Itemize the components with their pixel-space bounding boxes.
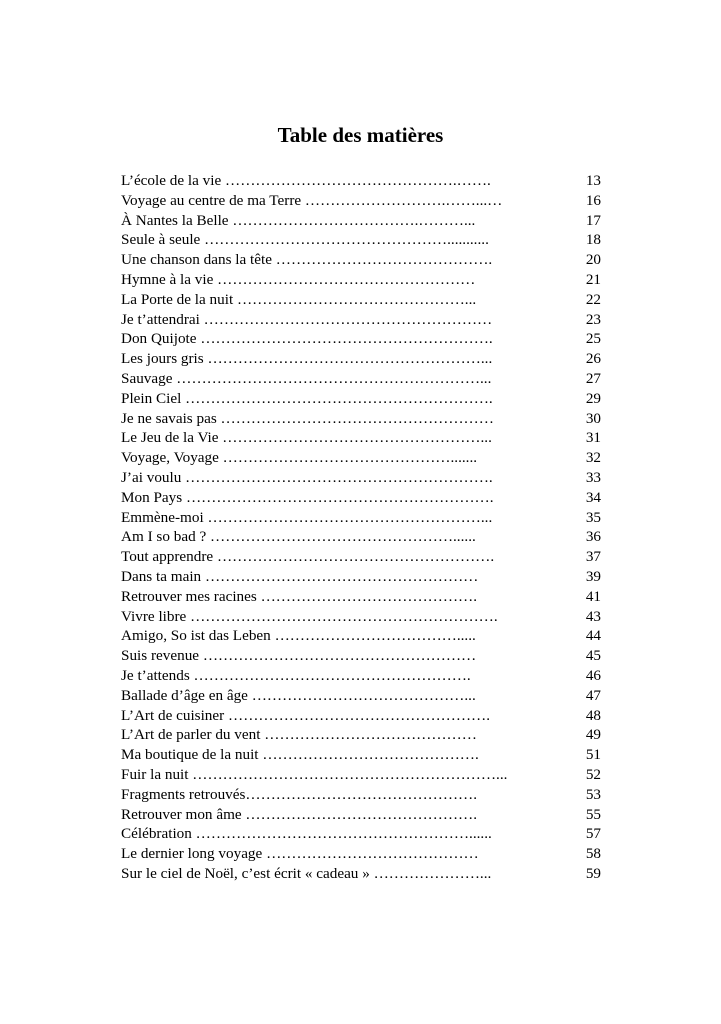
toc-entry [121, 211, 601, 231]
toc-entry-title: Voyage au centre de ma Terre [121, 191, 302, 209]
toc-entry-text [121, 864, 543, 884]
toc-entry-text [121, 468, 543, 488]
toc-entry-title: Sur le ciel de Noël, c’est écrit « cadeau » [121, 864, 370, 882]
toc-entry-page-number: 41 [585, 587, 601, 605]
toc-entry-text [121, 527, 543, 547]
toc-entry-title: Les jours gris [121, 350, 204, 368]
toc-entry-title: Fragments retrouvés [121, 785, 246, 803]
toc-entry-text [121, 349, 543, 369]
toc-entry [121, 191, 601, 211]
toc-entry-text [121, 805, 543, 825]
toc-entry-page-number: 22 [585, 290, 601, 308]
toc-entry-page-number: 43 [585, 607, 601, 625]
toc-entry-page-number: 36 [585, 528, 601, 546]
toc-entry-text [121, 508, 543, 528]
toc-dot-leader: ……………………………………………………... [172, 369, 492, 387]
toc-entry-title: Hymne à la vie [121, 270, 214, 288]
toc-entry-page-number: 57 [585, 825, 601, 843]
toc-entry-text [121, 844, 543, 864]
toc-entry-text [121, 567, 543, 587]
toc-dot-leader: …………………………………………........... [200, 231, 489, 249]
toc-entry [121, 329, 601, 349]
toc-entry-title: Suis revenue [121, 647, 200, 665]
toc-entry [121, 824, 601, 844]
toc-dot-leader: ………………………………………. [245, 785, 478, 803]
toc-entry [121, 706, 601, 726]
toc-entry-title: Mon Pays [121, 488, 183, 506]
toc-entry-page-number: 52 [585, 765, 601, 783]
toc-entry-title: Une chanson dans la tête [121, 251, 272, 269]
toc-dot-leader: ……………………….……...… [301, 191, 503, 209]
toc-entry [121, 725, 601, 745]
toc-dot-leader: ……………………………………. [271, 251, 493, 269]
toc-entry-page-number: 47 [585, 686, 601, 704]
toc-entry-page-number: 21 [585, 270, 601, 288]
toc-entry-title: Célébration [121, 825, 192, 843]
toc-entry-page-number: 26 [585, 350, 601, 368]
toc-entry [121, 250, 601, 270]
toc-dot-leader: ………………………………………………. [213, 548, 495, 566]
toc-entry-text [121, 587, 543, 607]
toc-entry-title: Vivre libre [121, 607, 187, 625]
toc-entry-title: La Porte de la nuit [121, 290, 234, 308]
toc-dot-leader: ………………………………………....... [218, 449, 478, 467]
toc-entry-page-number: 48 [585, 706, 601, 724]
toc-entry-page-number: 17 [585, 211, 601, 229]
toc-entry-text [121, 191, 543, 211]
toc-entry-text [121, 389, 543, 409]
toc-entry [121, 508, 601, 528]
toc-entry-title: Ballade d’âge en âge [121, 686, 248, 704]
toc-entry-text [121, 686, 543, 706]
toc-dot-leader: ………………………………………. [241, 805, 478, 823]
toc-entry-page-number: 39 [585, 567, 601, 585]
toc-entry-page-number: 53 [585, 785, 601, 803]
toc-entry-page-number: 34 [585, 488, 601, 506]
toc-entry-text [121, 369, 543, 389]
toc-entry-page-number: 59 [585, 864, 601, 882]
toc-entry-page-number: 16 [585, 191, 601, 209]
toc-entry-title: Emmène-moi [121, 508, 204, 526]
toc-dot-leader: ………………………………..... [270, 627, 476, 645]
toc-entry-title: Amigo, So ist das Leben [121, 627, 271, 645]
toc-dot-leader: ……………………………………………… [201, 567, 479, 585]
toc-entry [121, 864, 601, 884]
toc-entry-text [121, 785, 543, 805]
toc-entry-page-number: 44 [585, 627, 601, 645]
toc-entry-text [121, 607, 543, 627]
toc-dot-leader: ……………………………….………... [228, 211, 476, 229]
toc-entry [121, 349, 601, 369]
toc-entry-text [121, 270, 543, 290]
toc-entry [121, 666, 601, 686]
toc-entry-text [121, 310, 543, 330]
toc-entry [121, 587, 601, 607]
toc-entry-title: À Nantes la Belle [121, 211, 229, 229]
toc-entry-title: Retrouver mon âme [121, 805, 242, 823]
toc-entry-text [121, 646, 543, 666]
toc-entry [121, 171, 601, 191]
toc-dot-leader: …………………………………………...... [206, 528, 476, 546]
toc-entry-page-number: 37 [585, 548, 601, 566]
toc-entry-title: Je t’attends [121, 666, 190, 684]
toc-entry-title: Retrouver mes racines [121, 587, 257, 605]
page-title: Table des matières [277, 123, 444, 147]
toc-dot-leader: …………………………………………… [213, 270, 476, 288]
toc-entry-title: L’école de la vie [121, 172, 222, 189]
toc-entry-page-number: 27 [585, 369, 601, 387]
toc-entry [121, 686, 601, 706]
toc-dot-leader: ………………………………………... [233, 290, 477, 308]
toc-entry-page-number: 49 [585, 726, 601, 744]
toc-entry-title: Dans ta main [121, 567, 202, 585]
toc-entry-title: Je ne savais pas [121, 409, 217, 427]
toc-dot-leader: ……………………………………………………. [181, 389, 493, 407]
toc-entry [121, 290, 601, 310]
toc-entry [121, 844, 601, 864]
toc-entry [121, 527, 601, 547]
toc-entry-text [121, 448, 543, 468]
toc-entry-page-number: 51 [585, 746, 601, 764]
toc-dot-leader: ………………………………………………... [203, 350, 493, 368]
toc-entry-text [121, 290, 543, 310]
toc-dot-leader: ……………………………………………… [216, 409, 494, 427]
toc-entry [121, 369, 601, 389]
toc-entry-page-number: 33 [585, 468, 601, 486]
toc-dot-leader: ……………………………………. [258, 746, 479, 764]
toc-entry [121, 428, 601, 448]
toc-entry-title: L’Art de parler du vent [121, 726, 261, 744]
toc-entry-title: Don Quijote [121, 330, 197, 348]
toc-entry [121, 547, 601, 567]
toc-entry [121, 270, 601, 290]
toc-entry-title: L’Art de cuisiner [121, 706, 225, 724]
toc-entry-title: Voyage, Voyage [121, 449, 219, 467]
toc-entry-text [121, 824, 543, 844]
toc-entry-page-number: 45 [585, 647, 601, 665]
toc-entry-page-number: 23 [585, 310, 601, 328]
toc-entry-text [121, 765, 543, 785]
toc-entry [121, 468, 601, 488]
toc-entry [121, 785, 601, 805]
toc-dot-leader: ……………………………………………. [224, 706, 490, 724]
toc-entry-text [121, 666, 543, 686]
toc-entry [121, 389, 601, 409]
toc-entry-title: Tout apprendre [121, 548, 214, 566]
toc-dot-leader: ……………………………………. [256, 587, 478, 605]
toc-entry-page-number: 20 [585, 251, 601, 269]
toc-entry [121, 626, 601, 646]
toc-entry-page-number: 32 [585, 449, 601, 467]
toc-dot-leader: ……………………………………………… [199, 647, 477, 665]
toc-entry [121, 745, 601, 765]
toc-entry-text [121, 626, 543, 646]
toc-entry-page-number: 30 [585, 409, 601, 427]
toc-entry-title: Sauvage [121, 369, 173, 387]
toc-list [121, 171, 601, 884]
toc-entry [121, 805, 601, 825]
toc-dot-leader: ……………………………………………... [218, 429, 492, 447]
toc-entry-page-number: 25 [585, 330, 601, 348]
toc-entry [121, 607, 601, 627]
toc-dot-leader: …………………………………… [260, 726, 477, 744]
toc-entry [121, 765, 601, 785]
toc-dot-leader: ………………………………………………...... [191, 825, 492, 843]
toc-entry-title: Am I so bad ? [121, 528, 207, 546]
toc-dot-leader: ……………………………………………………. [182, 488, 494, 506]
toc-entry-title: Le dernier long voyage [121, 845, 263, 863]
toc-dot-leader: …………………………………… [262, 845, 479, 863]
toc-entry-text [121, 171, 543, 191]
toc-entry [121, 409, 601, 429]
toc-entry-title: Seule à seule [121, 231, 201, 249]
toc-entry [121, 488, 601, 508]
toc-dot-leader: ……………………………………………………. [181, 468, 493, 486]
toc-dot-leader: ……………………………………………………. [186, 607, 498, 625]
toc-entry-title: Plein Ciel [121, 389, 182, 407]
toc-entry-text [121, 725, 543, 745]
toc-entry-text [121, 211, 543, 231]
toc-entry-title: J’ai voulu [121, 468, 182, 486]
toc-entry-text [121, 745, 543, 765]
toc-entry-text [121, 230, 543, 250]
toc-dot-leader: ……………………………………... [247, 686, 476, 704]
toc-dot-leader: ………………………………………………. [189, 666, 471, 684]
toc-entry-page-number: 31 [585, 429, 601, 447]
toc-entry-page-number: 46 [585, 666, 601, 684]
toc-dot-leader: ……………………………………….……. [221, 172, 491, 189]
toc-dot-leader: …………………... [369, 864, 492, 882]
toc-entry-title: Je t’attendrai [121, 310, 200, 328]
toc-entry-page-number: 35 [585, 508, 601, 526]
toc-dot-leader: …………………………………………………. [196, 330, 493, 348]
toc-dot-leader: ………………………………………………... [203, 508, 493, 526]
toc-entry [121, 567, 601, 587]
toc-entry-text [121, 428, 543, 448]
toc-entry [121, 230, 601, 250]
toc-entry-text [121, 706, 543, 726]
toc-entry [121, 646, 601, 666]
toc-entry-page-number: 29 [585, 389, 601, 407]
toc-entry-page-number: 18 [585, 231, 601, 249]
toc-entry [121, 310, 601, 330]
toc-entry-title: Fuir la nuit [121, 765, 189, 783]
toc-entry-page-number: 58 [585, 845, 601, 863]
toc-entry-text [121, 329, 543, 349]
toc-dot-leader: ………………………………………………… [199, 310, 493, 328]
toc-entry-page-number: 55 [585, 805, 601, 823]
toc-dot-leader: ……………………………………………………... [188, 765, 508, 783]
toc-entry-page-number: 13 [585, 172, 601, 189]
toc-entry-text [121, 409, 543, 429]
toc-entry-text [121, 547, 543, 567]
toc-entry [121, 448, 601, 468]
toc-entry-text [121, 488, 543, 508]
toc-entry-title: Le Jeu de la Vie [121, 429, 219, 447]
toc-entry-title: Ma boutique de la nuit [121, 746, 259, 764]
toc-entry-text [121, 250, 543, 270]
